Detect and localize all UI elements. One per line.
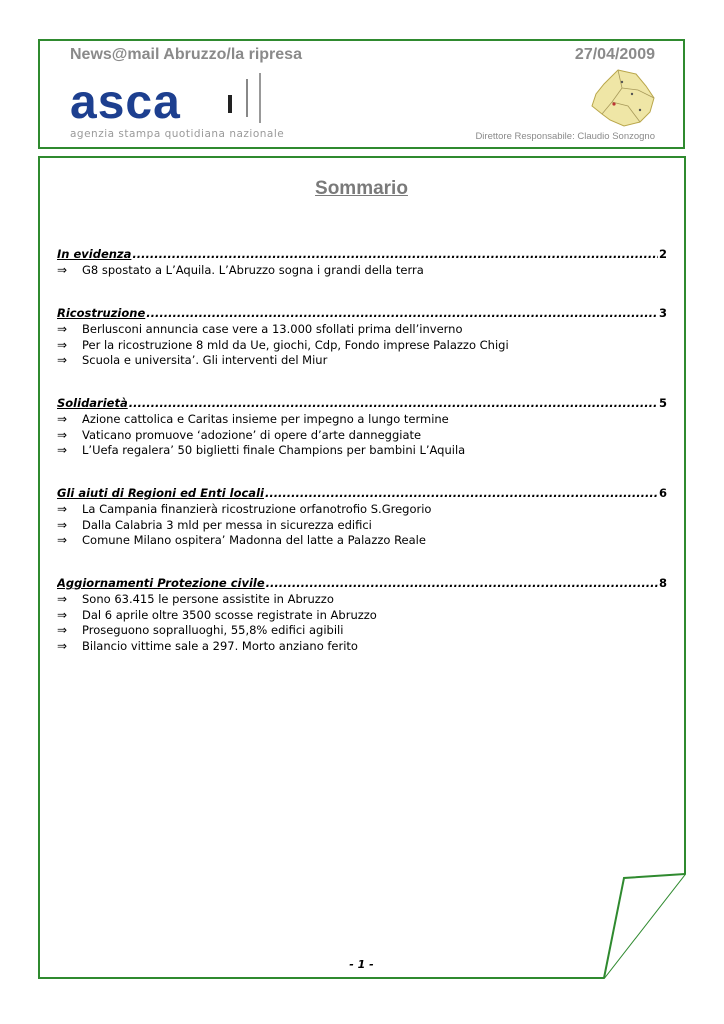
list-item: ⇒ Scuola e universita’. Gli interventi del Miur bbox=[57, 353, 328, 367]
toc-section-protezione-civile bbox=[57, 576, 667, 654]
toc-section-title: Gli aiuti di Regioni ed Enti locali bbox=[57, 486, 264, 500]
arrow-icon: ⇒ bbox=[57, 607, 68, 622]
list-item: ⇒ Dal 6 aprile oltre 3500 scosse registrate in Abruzzo bbox=[57, 607, 377, 622]
arrow-icon: ⇒ bbox=[57, 517, 68, 532]
toc-leader bbox=[265, 486, 658, 500]
logo-bars-icon bbox=[226, 73, 286, 123]
list-item: ⇒ Sono 63.415 le persone assistite in Abruzzo bbox=[57, 592, 334, 606]
arrow-icon: ⇒ bbox=[57, 533, 68, 547]
page-border-curl bbox=[38, 156, 687, 980]
toc-leader bbox=[266, 576, 658, 590]
arrow-icon: ⇒ bbox=[57, 427, 68, 442]
list-item: ⇒ Berlusconi annuncia case vere a 13.000 sfollati prima dell’inverno bbox=[57, 322, 463, 336]
toc-section-in-evidenza bbox=[57, 247, 667, 279]
arrow-icon: ⇒ bbox=[57, 443, 68, 457]
toc-page-number: 8 bbox=[658, 576, 667, 590]
issue-date: 27/04/2009 bbox=[574, 46, 655, 63]
newsletter-title: News@mail Abruzzo/la ripresa bbox=[70, 46, 302, 63]
toc-section-title: Ricostruzione bbox=[57, 306, 146, 320]
toc-entry[interactable] bbox=[57, 247, 667, 263]
summary-heading: Sommario bbox=[315, 178, 408, 199]
summary-page bbox=[38, 156, 685, 978]
logo-wordmark: asca bbox=[70, 76, 181, 129]
toc-section-aiuti-regioni bbox=[57, 486, 667, 549]
page-header bbox=[38, 39, 685, 149]
logo-tagline: agenzia stampa quotidiana nazionale bbox=[70, 128, 285, 140]
toc-section-title: Solidarietà bbox=[57, 396, 128, 410]
toc-leader bbox=[129, 396, 658, 410]
toc-entry[interactable] bbox=[57, 576, 667, 592]
abruzzo-map-icon bbox=[588, 68, 658, 130]
toc-leader bbox=[146, 306, 658, 320]
toc-entry[interactable] bbox=[57, 486, 667, 502]
director-line: Direttore Responsabile: Claudio Sonzogno bbox=[475, 131, 655, 142]
arrow-icon: ⇒ bbox=[57, 592, 68, 606]
list-item: ⇒ L’Uefa regalera’ 50 biglietti finale Champions per bambini L’Aquila bbox=[57, 443, 466, 457]
list-item: ⇒ Per la ricostruzione 8 mld da Ue, giochi, Cdp, Fondo imprese Palazzo Chigi bbox=[57, 337, 509, 352]
list-item: ⇒ Bilancio vittime sale a 297. Morto anziano ferito bbox=[57, 638, 358, 653]
list-item: ⇒ La Campania finanzierà ricostruzione orfanotrofio S.Gregorio bbox=[57, 502, 432, 516]
list-item: ⇒ G8 spostato a L’Aquila. L’Abruzzo sogna i grandi della terra bbox=[57, 263, 424, 277]
arrow-icon: ⇒ bbox=[57, 412, 68, 426]
arrow-icon: ⇒ bbox=[57, 337, 68, 352]
toc-entry[interactable] bbox=[57, 396, 667, 412]
list-item: ⇒ Azione cattolica e Caritas insieme per impegno a lungo termine bbox=[57, 412, 449, 426]
toc-section-solidarieta bbox=[57, 396, 667, 459]
toc-page-number: 3 bbox=[658, 306, 667, 320]
arrow-icon: ⇒ bbox=[57, 353, 68, 367]
toc-page-number: 5 bbox=[658, 396, 667, 410]
arrow-icon: ⇒ bbox=[57, 502, 68, 516]
toc-page-number: 2 bbox=[658, 247, 667, 261]
list-item: ⇒ Comune Milano ospitera’ Madonna del latte a Palazzo Reale bbox=[57, 533, 426, 547]
toc-section-title: In evidenza bbox=[57, 247, 132, 261]
toc-page-number: 6 bbox=[658, 486, 667, 500]
list-item: ⇒ Vaticano promuove ‘adozione’ di opere d’arte danneggiate bbox=[57, 427, 422, 442]
arrow-icon: ⇒ bbox=[57, 623, 68, 637]
list-item: ⇒ Proseguono sopralluoghi, 55,8% edifici agibili bbox=[57, 623, 344, 637]
list-item: ⇒ Dalla Calabria 3 mld per messa in sicurezza edifici bbox=[57, 517, 372, 532]
toc-entry[interactable] bbox=[57, 306, 667, 322]
arrow-icon: ⇒ bbox=[57, 263, 68, 277]
page-number: - 1 - bbox=[349, 958, 374, 971]
arrow-icon: ⇒ bbox=[57, 638, 68, 653]
arrow-icon: ⇒ bbox=[57, 322, 68, 336]
toc-leader bbox=[132, 247, 658, 261]
toc-section-ricostruzione bbox=[57, 306, 667, 369]
toc-section-title: Aggiornamenti Protezione civile bbox=[57, 576, 265, 590]
asca-logo bbox=[70, 73, 290, 143]
